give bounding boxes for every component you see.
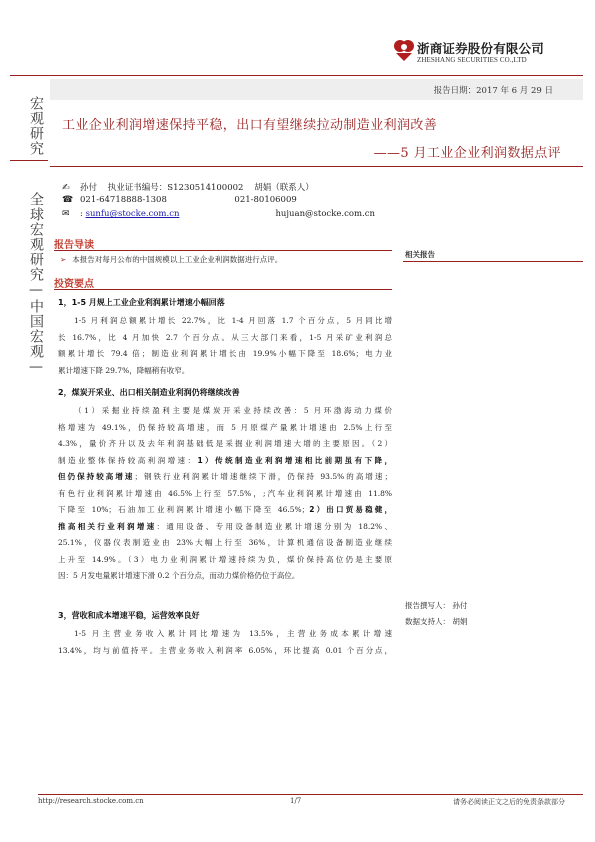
text-line: （1）采掘业持续盈利主要是煤炭开采业持续改善：5 月环渤海动力煤价 <box>74 406 392 415</box>
bold-phrase: 1）传统制造业利润增速相比前期虽有下降， <box>197 455 393 465</box>
point-2-body <box>58 403 392 585</box>
text-line: 格增速为 49.1%，仍保持较高增速，而 5 月原煤产量累计增速由 2.5%上行至 <box>58 422 392 432</box>
guide-bullet-text: 本报告对每月公布的中国规模以上工业企业利润数据进行点评。 <box>72 255 283 264</box>
related-reports-heading: 相关报告 <box>405 250 435 259</box>
text-line: 上升至 14.9%。（3）电力业利润累计增速持续为负，煤价保持高位仍是主要原 <box>58 554 392 564</box>
guide-heading: 报告导读 <box>54 240 94 251</box>
phone-text: 021-64718888-1308 021-80106009 <box>80 195 297 205</box>
text-line: 25.1%，仪器仪表制造业由 23%大幅上行至 36%，计算机通信设备制造业继续 <box>58 538 392 547</box>
report-title: 工业企业利润增速保持平稳，出口有望继续拉动制造业利润改善 <box>62 118 438 133</box>
text-line: 下降至 10%；石油加工业利润累计增速小幅下降至 46.5%；2）出口贸易稳健， <box>58 505 393 514</box>
report-date-bar <box>50 79 583 100</box>
footer-disclaimer: 请务必阅读正文之后的免责条款部分 <box>453 798 565 806</box>
title-divider <box>50 166 583 167</box>
report-date: 报告日期：2017 年 6 月 29 日 <box>433 86 553 96</box>
email-hujuan: hujuan@stocke.com.cn <box>275 209 375 219</box>
points-divider <box>54 289 392 290</box>
footer-url[interactable]: http://research.stocke.com.cn <box>38 797 144 805</box>
footer-divider <box>38 794 583 795</box>
arrow-bullet-icon: ➢ <box>60 255 67 264</box>
company-name-cn: 浙商证券股份有限公司 <box>417 41 545 56</box>
point-3-title: 3，营收和成本增速平稳，运营效率良好 <box>58 611 200 620</box>
report-writer: 报告撰写人： 孙付 <box>405 601 468 610</box>
point-3-body <box>58 626 392 659</box>
person-icon: ✍ <box>62 183 70 193</box>
logo-mark-icon <box>393 38 415 62</box>
text-line: 累计增速下降 29.7%，降幅稍有收窄。 <box>58 365 190 375</box>
bold-phrase: 2）出口贸易稳健， <box>309 505 393 514</box>
sidebar-category: 宏观研究 <box>28 96 44 156</box>
phone-icon: ☎ <box>62 195 74 205</box>
company-logo <box>393 38 573 70</box>
text-line: 4.3%，量价齐升以及去年利润基础低是采掘业利润增速大增的主要原因。（2） <box>58 439 392 448</box>
related-reports-divider <box>403 261 583 262</box>
mail-icon: ✉ <box>62 209 70 219</box>
text-line: 长 16.7%，比 4 月加快 2.7 个百分点。从三大部门来看，1-5 月采矿业利润总 <box>58 332 392 342</box>
header-divider <box>10 75 583 76</box>
page-number: 1/7 <box>290 797 302 805</box>
text-line: 因：5 月发电量累计增速下滑 0.2 个百分点，而动力煤价格仍位于高位。 <box>58 571 300 580</box>
guide-bullet <box>60 254 282 265</box>
text-line: 额累计增长 79.4 倍；制造业利润累计增长由 19.9%小幅下降至 18.6%；电力业 <box>58 349 392 358</box>
email-link-sunfu[interactable]: sunfu@stocke.com.cn <box>85 209 180 219</box>
guide-divider <box>54 250 392 251</box>
company-name-en: ZHESHANG SECURITIES CO.,LTD <box>417 56 527 64</box>
email-info: ✉ : sunfu@stocke.com.cn hujuan@stocke.com.cn <box>62 209 375 219</box>
text-line: 但仍保持较高增速；钢铁行业利润累计增速继续下滑，仍保持 93.5%的高增速； <box>58 472 392 481</box>
analyst-info <box>62 181 314 193</box>
report-subtitle: ——5 月工业企业利润数据点评 <box>373 146 561 161</box>
sidebar-divider <box>10 160 48 161</box>
point-1-body <box>58 313 392 379</box>
point-1-title: 1，1-5 月规上工业企业利润累计增速小幅回落 <box>58 298 225 307</box>
bold-phrase: 推高相关行业利润增速 <box>58 521 157 531</box>
sidebar-subcategory: 全球宏观研究—中国宏观— <box>28 192 44 376</box>
text-line: 制造业整体保持较高利润增速：1）传统制造业利润增速相比前期虽有下降， <box>58 455 393 465</box>
point-2-title: 2，煤炭开采业、出口相关制造业利润仍将继续改善 <box>58 388 240 397</box>
phone-info <box>62 195 297 205</box>
text-line: 13.4%，均与前值持平。主营业务收入利润率 6.05%，环比提高 0.01 个百分点， <box>58 645 392 655</box>
data-supporter: 数据支持人： 胡娟 <box>405 617 468 626</box>
points-heading: 投资要点 <box>54 279 94 290</box>
text-line: 1-5 月利润总额累计增长 22.7%，比 1-4 月回落 1.7 个百分点，5 月同比增 <box>74 316 392 325</box>
bold-phrase: 但仍保持较高增速 <box>58 472 135 481</box>
text-line: 有色行业利润累计增速由 46.5%上行至 57.5%，;汽车业利润累计增速由 11.8% <box>58 488 392 498</box>
text-line: 推高相关行业利润增速：通用设备、专用设备制造业累计增速分别为 18.2%、 <box>58 521 392 531</box>
text-line: 1-5 月主营业务收入累计同比增速为 13.5%，主营业务成本累计增速 <box>74 629 392 638</box>
analyst-text: 孙付 执业证书编号：S1230514100002 胡娟（联系人） <box>80 183 314 193</box>
